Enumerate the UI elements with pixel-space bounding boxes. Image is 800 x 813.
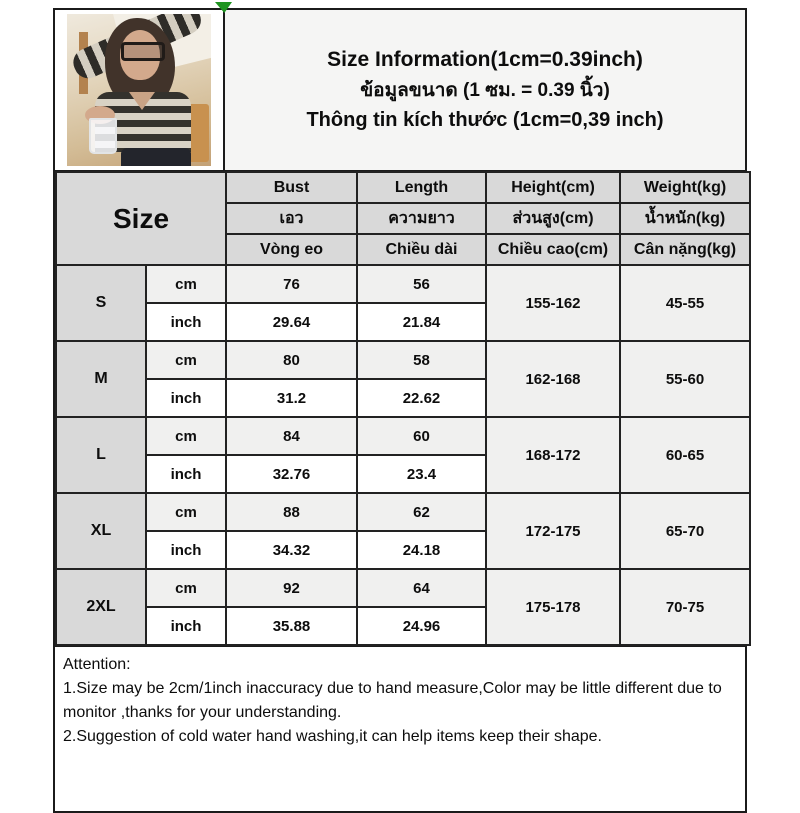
size-label-xl: XL: [56, 493, 146, 569]
col-length-th: ความยาว: [357, 203, 486, 234]
length-cm-value: 64: [357, 569, 486, 607]
unit-inch: inch: [146, 379, 226, 417]
photo-pants: [121, 148, 191, 166]
length-inch-value: 24.96: [357, 607, 486, 645]
length-inch-value: 21.84: [357, 303, 486, 341]
height-value: 168-172: [486, 417, 620, 493]
bust-inch-value: 29.64: [226, 303, 357, 341]
weight-value: 60-65: [620, 417, 750, 493]
bust-cm-value: 80: [226, 341, 357, 379]
title-block: [225, 10, 745, 170]
size-chart-sheet: [53, 8, 747, 813]
bust-cm-value: 76: [226, 265, 357, 303]
unit-inch: inch: [146, 455, 226, 493]
table-row: [56, 493, 750, 531]
col-height-th: ส่วนสูง(cm): [486, 203, 620, 234]
photo-water-glass: [89, 118, 117, 154]
col-length-vi: Chiều dài: [357, 234, 486, 265]
bust-inch-value: 32.76: [226, 455, 357, 493]
title-english: Size Information(1cm=0.39inch): [327, 47, 643, 71]
attention-section: [55, 646, 745, 811]
attention-note-2: 2.Suggestion of cold water hand washing,it can help items keep their shape.: [63, 728, 602, 745]
glasses-icon: [121, 42, 165, 61]
unit-inch: inch: [146, 303, 226, 341]
col-weight-en: Weight(kg): [620, 172, 750, 203]
col-bust-th: เอว: [226, 203, 357, 234]
size-label-s: S: [56, 265, 146, 341]
col-weight-th: น้ำหนัก(kg): [620, 203, 750, 234]
length-inch-value: 22.62: [357, 379, 486, 417]
title-vietnamese: Thông tin kích thước (1cm=0,39 inch): [306, 109, 664, 132]
height-value: 162-168: [486, 341, 620, 417]
weight-value: 70-75: [620, 569, 750, 645]
unit-cm: cm: [146, 493, 226, 531]
table-row: [56, 265, 750, 303]
length-inch-value: 24.18: [357, 531, 486, 569]
unit-cm: cm: [146, 417, 226, 455]
attention-heading: Attention:: [63, 656, 131, 673]
height-value: 175-178: [486, 569, 620, 645]
unit-cm: cm: [146, 341, 226, 379]
table-row: [56, 569, 750, 607]
length-cm-value: 56: [357, 265, 486, 303]
attention-note-1: 1.Size may be 2cm/1inch inaccuracy due to hand measure,Color may be little different due to monitor ,thanks for your understanding.: [63, 680, 722, 721]
bust-inch-value: 31.2: [226, 379, 357, 417]
size-label-2xl: 2XL: [56, 569, 146, 645]
length-cm-value: 60: [357, 417, 486, 455]
bust-inch-value: 35.88: [226, 607, 357, 645]
col-length-en: Length: [357, 172, 486, 203]
unit-inch: inch: [146, 607, 226, 645]
bust-cm-value: 88: [226, 493, 357, 531]
unit-cm: cm: [146, 265, 226, 303]
height-value: 155-162: [486, 265, 620, 341]
bust-cm-value: 92: [226, 569, 357, 607]
unit-inch: inch: [146, 531, 226, 569]
size-table: [55, 171, 751, 646]
col-height-en: Height(cm): [486, 172, 620, 203]
size-label-l: L: [56, 417, 146, 493]
size-table-header: [56, 172, 750, 265]
product-photo-cell: [55, 10, 225, 170]
product-photo: [67, 14, 211, 166]
size-label-m: M: [56, 341, 146, 417]
col-bust-en: Bust: [226, 172, 357, 203]
size-table-body: [56, 265, 750, 645]
weight-value: 65-70: [620, 493, 750, 569]
height-value: 172-175: [486, 493, 620, 569]
table-row: [56, 417, 750, 455]
title-thai: ข้อมูลขนาด (1 ซม. = 0.39 นิ้ว): [360, 80, 610, 102]
col-weight-vi: Cân nặng(kg): [620, 234, 750, 265]
bust-cm-value: 84: [226, 417, 357, 455]
weight-value: 55-60: [620, 341, 750, 417]
length-cm-value: 62: [357, 493, 486, 531]
length-inch-value: 23.4: [357, 455, 486, 493]
table-row: [56, 341, 750, 379]
length-cm-value: 58: [357, 341, 486, 379]
col-bust-vi: Vòng eo: [226, 234, 357, 265]
col-height-vi: Chiều cao(cm): [486, 234, 620, 265]
size-header-cell: Size: [56, 172, 226, 265]
bust-inch-value: 34.32: [226, 531, 357, 569]
header-block: [55, 10, 745, 171]
unit-cm: cm: [146, 569, 226, 607]
weight-value: 45-55: [620, 265, 750, 341]
